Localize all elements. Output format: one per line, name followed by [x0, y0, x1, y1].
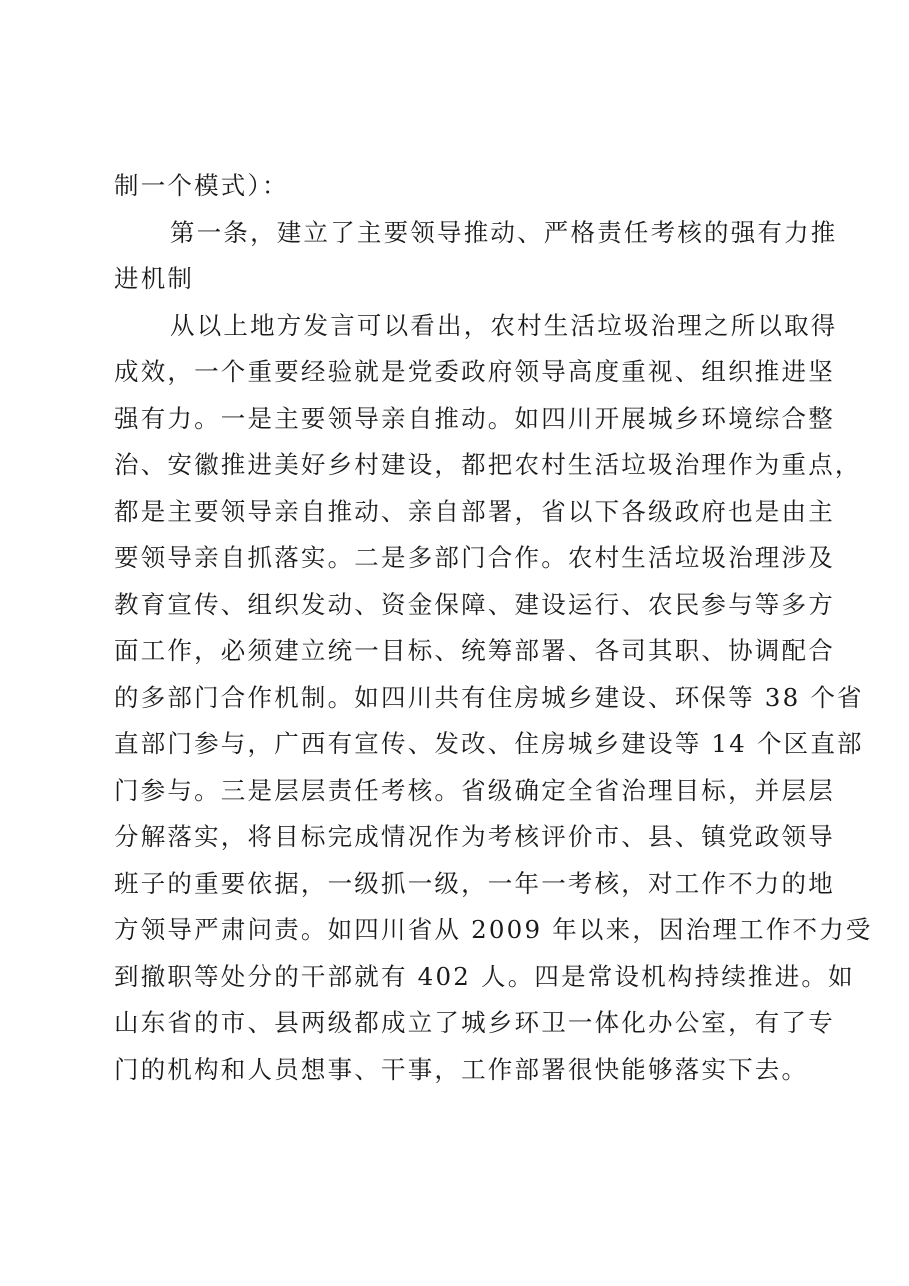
text-line: 门的机构和人员想事、干事，工作部署很快能够落实下去。: [114, 1054, 809, 1084]
text-line: 都是主要领导亲自推动、亲自部署，省以下各级政府也是由主: [114, 496, 835, 526]
section-heading-line: 进机制: [114, 264, 195, 293]
text-line: 成效，一个重要经验就是党委政府领导高度重视、组织推进坚: [114, 357, 835, 386]
text-line: 山东省的市、县两级都成立了城乡环卫一体化办公室，有了专: [114, 1008, 835, 1037]
text-line: 方领导严肃问责。如四川省从 2009 年以来，因治理工作不力受: [114, 915, 873, 944]
text-line: 制一个模式）：: [114, 171, 289, 200]
text-line: 治、安徽推进美好乡村建设，都把农村生活垃圾治理作为重点，: [114, 450, 862, 479]
text-line: 班子的重要依据，一级抓一级，一年一考核，对工作不力的地: [114, 868, 835, 898]
text-line: 分解落实，将目标完成情况作为考核评价市、县、镇党政领导: [114, 822, 835, 851]
text-line: 教育宣传、组织发动、资金保障、建设运行、农民参与等多方: [114, 589, 835, 619]
text-line: 强有力。一是主要领导亲自推动。如四川开展城乡环境综合整: [114, 403, 835, 433]
text-line: 到撤职等处分的干部就有 402 人。四是常设机构持续推进。如: [114, 961, 855, 991]
text-line: 的多部门合作机制。如四川共有住房城乡建设、环保等 38 个省: [114, 682, 864, 712]
document-body: [114, 163, 873, 1093]
text-line: 要领导亲自抓落实。二是多部门合作。农村生活垃圾治理涉及: [114, 543, 835, 572]
text-line: 门参与。三是层层责任考核。省级确定全省治理目标，并层层: [114, 775, 835, 805]
paragraph-first-line: 从以上地方发言可以看出，农村生活垃圾治理之所以取得: [170, 310, 838, 340]
section-heading-line: 第一条，建立了主要领导推动、严格责任考核的强有力推: [170, 217, 838, 247]
text-line: 直部门参与，广西有宣传、发改、住房城乡建设等 14 个区直部: [114, 729, 864, 758]
text-line: 面工作，必须建立统一目标、统筹部署、各司其职、协调配合: [114, 636, 835, 665]
